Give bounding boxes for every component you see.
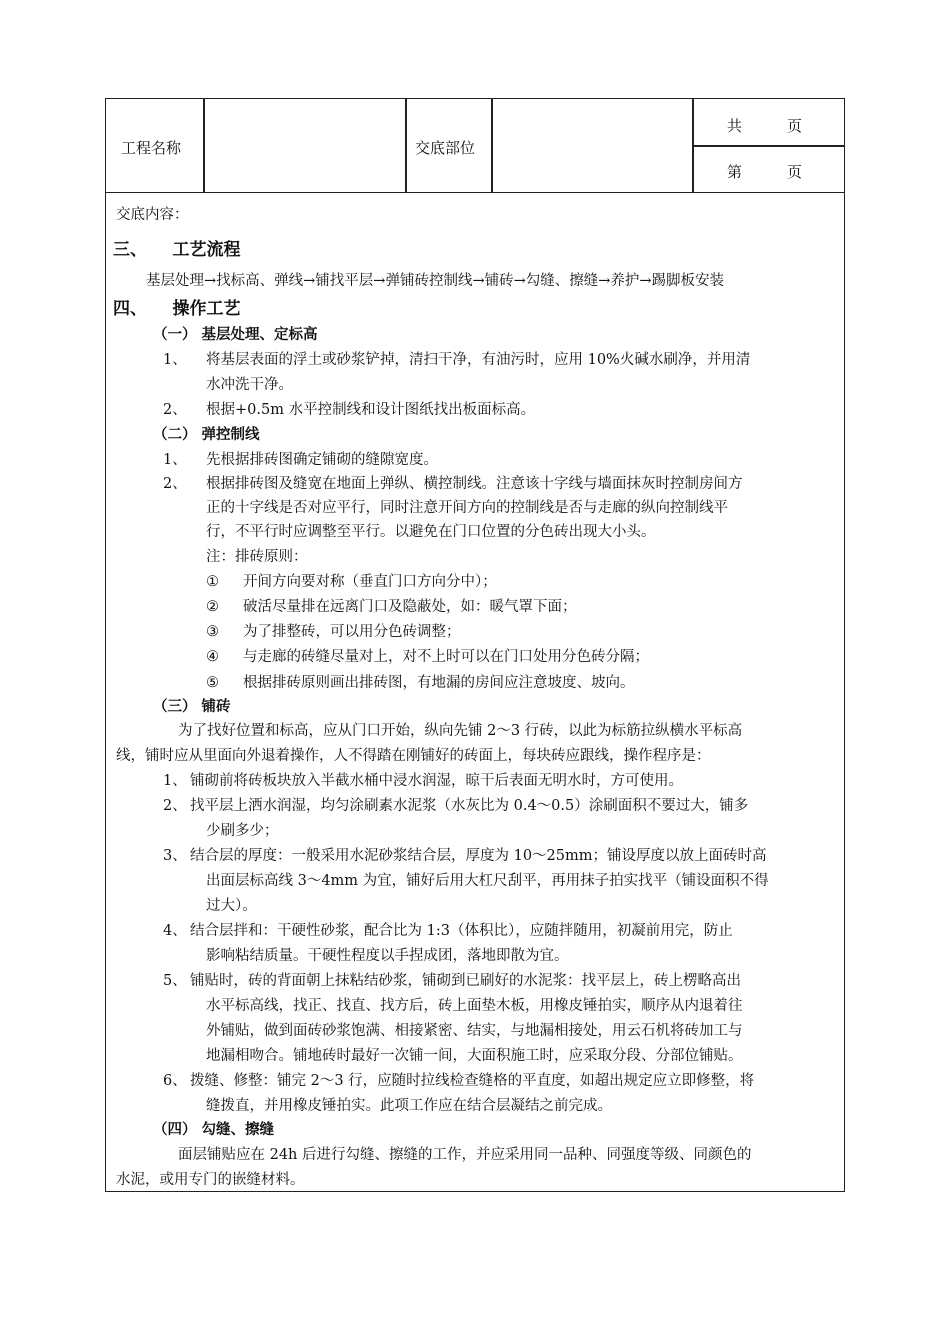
content-label: 交底内容：: [116, 207, 189, 223]
item-text: 结合层拌和：干硬性砂浆，配合比为 1:3（体积比），应随拌随用，初凝前用完，防止: [190, 923, 733, 939]
rule-text: 开间方向要对称（垂直门口方向分中）；: [243, 574, 497, 590]
page-number: 第 页: [727, 163, 803, 181]
item-number: 4、: [163, 923, 187, 939]
item-number: 2、: [163, 402, 187, 418]
paragraph-text: 线，铺时应从里面向外退着操作，人不得踏在刚铺好的砖面上，每块砖应跟线，操作程序是：: [116, 748, 711, 764]
rule-text: 根据排砖原则画出排砖图，有地漏的房间应注意坡度、坡向。: [243, 675, 635, 691]
item-text: 地漏相吻合。铺地砖时最好一次铺一间，大面积施工时，应采取分段、分部位铺贴。: [206, 1048, 743, 1064]
item-text: 行，不平行时应调整至平行。以避免在门口位置的分色砖出现大小头。: [206, 524, 656, 540]
paragraph-text: 为了找好位置和标高，应从门口开始，纵向先铺 2～3 行砖，以此为标筋拉纵横水平标高: [178, 723, 743, 739]
rule-number: ①: [206, 574, 219, 590]
item-number: 2、: [163, 476, 187, 492]
subsection-heading: （二） 弹控制线: [153, 426, 260, 443]
header-table: [106, 99, 844, 193]
item-number: 6、: [163, 1073, 187, 1089]
part-label: 交底部位: [415, 139, 476, 157]
item-text: 先根据排砖图确定铺砌的缝隙宽度。: [206, 452, 438, 468]
item-text: 将基层表面的浮土或砂浆铲掉，清扫干净，有油污时，应用 10%火碱水刷净，并用清: [206, 352, 751, 368]
item-text: 拨缝、修整：铺完 2～3 行，应随时拉线检查缝格的平直度，如超出规定应立即修整，将: [190, 1073, 755, 1089]
item-number: 5、: [163, 973, 187, 989]
rule-number: ④: [206, 649, 219, 665]
item-text: 结合层的厚度：一般采用水泥砂浆结合层，厚度为 10～25mm；铺设厚度以放上面砖时高: [190, 848, 767, 864]
item-number: 1、: [163, 352, 187, 368]
rule-number: ③: [206, 624, 219, 640]
rule-text: 为了排整砖，可以用分色砖调整；: [243, 624, 461, 640]
rule-text: 与走廊的砖缝尽量对上，对不上时可以在门口处用分色砖分隔；: [243, 649, 649, 665]
item-text: 铺贴时，砖的背面朝上抹粘结砂浆，铺砌到已刷好的水泥浆：找平层上，砖上楞略高出: [190, 973, 741, 989]
rule-text: 破活尽量排在远离门口及隐蔽处，如：暖气罩下面；: [243, 599, 577, 615]
item-text: 出面层标高线 3～4mm 为宜，铺好后用大杠尺刮平，再用抹子拍实找平（铺设面积不得: [206, 873, 769, 889]
item-text: 水冲洗干净。: [206, 377, 293, 393]
total-pages: 共 页: [727, 117, 803, 135]
process-flow: 基层处理→找标高、弹线→铺找平层→弹铺砖控制线→铺砖→勾缝、擦缝→养护→踢脚板安装: [146, 273, 725, 289]
item-text: 影响粘结质量。干硬性程度以手捏成团，落地即散为宜。: [206, 948, 569, 964]
project-name-label: 工程名称: [121, 139, 182, 157]
subsection-heading: （四） 勾缝、擦缝: [153, 1121, 275, 1138]
item-number: 2、: [163, 798, 187, 814]
item-text: 水平标高线，找正、找直、找方后，砖上面垫木板，用橡皮锤拍实，顺序从内退着往: [206, 998, 743, 1014]
rule-number: ⑤: [206, 675, 219, 691]
item-number: 3、: [163, 848, 187, 864]
divider: [491, 99, 493, 192]
item-text: 正的十字线是否对应平行，同时注意开间方向的控制线是否与走廊的纵向控制线平: [206, 500, 728, 516]
item-text: 过大）。: [206, 898, 257, 914]
divider: [405, 99, 407, 192]
item-text: 找平层上洒水润湿，均匀涂刷素水泥浆（水灰比为 0.4～0.5）涂刷面积不要过大，铺多: [190, 798, 749, 814]
paragraph-text: 面层铺贴应在 24h 后进行勾缝、擦缝的工作，并应采用同一品种、同强度等级、同颜色的: [178, 1147, 752, 1163]
paragraph-text: 水泥，或用专门的嵌缝材料。: [116, 1172, 305, 1188]
rule-number: ②: [206, 599, 219, 615]
item-text: 外铺贴，做到面砖砂浆饱满、相接紧密、结实，与地漏相接处，用云石机将砖加工与: [206, 1023, 743, 1039]
item-number: 1、: [163, 773, 187, 789]
item-text: 少刷多少；: [206, 823, 279, 839]
item-text: 铺砌前将砖板块放入半截水桶中浸水润湿，晾干后表面无明水时，方可使用。: [190, 773, 683, 789]
item-text: 缝拨直，并用橡皮锤拍实。此项工作应在结合层凝结之前完成。: [206, 1098, 612, 1114]
divider: [203, 99, 205, 192]
section-heading: 三、 工艺流程: [113, 240, 241, 260]
item-text: 根据排砖图及缝宽在地面上弹纵、横控制线。注意该十字线与墙面抹灰时控制房间方: [206, 476, 743, 492]
divider: [692, 145, 844, 147]
subsection-heading: （一） 基层处理、定标高: [153, 326, 318, 343]
note-label: 注：排砖原则：: [206, 549, 308, 565]
item-text: 根据+0.5m 水平控制线和设计图纸找出板面标高。: [206, 402, 536, 418]
item-number: 1、: [163, 452, 187, 468]
section-heading: 四、 操作工艺: [113, 299, 241, 319]
subsection-heading: （三） 铺砖: [153, 698, 231, 715]
